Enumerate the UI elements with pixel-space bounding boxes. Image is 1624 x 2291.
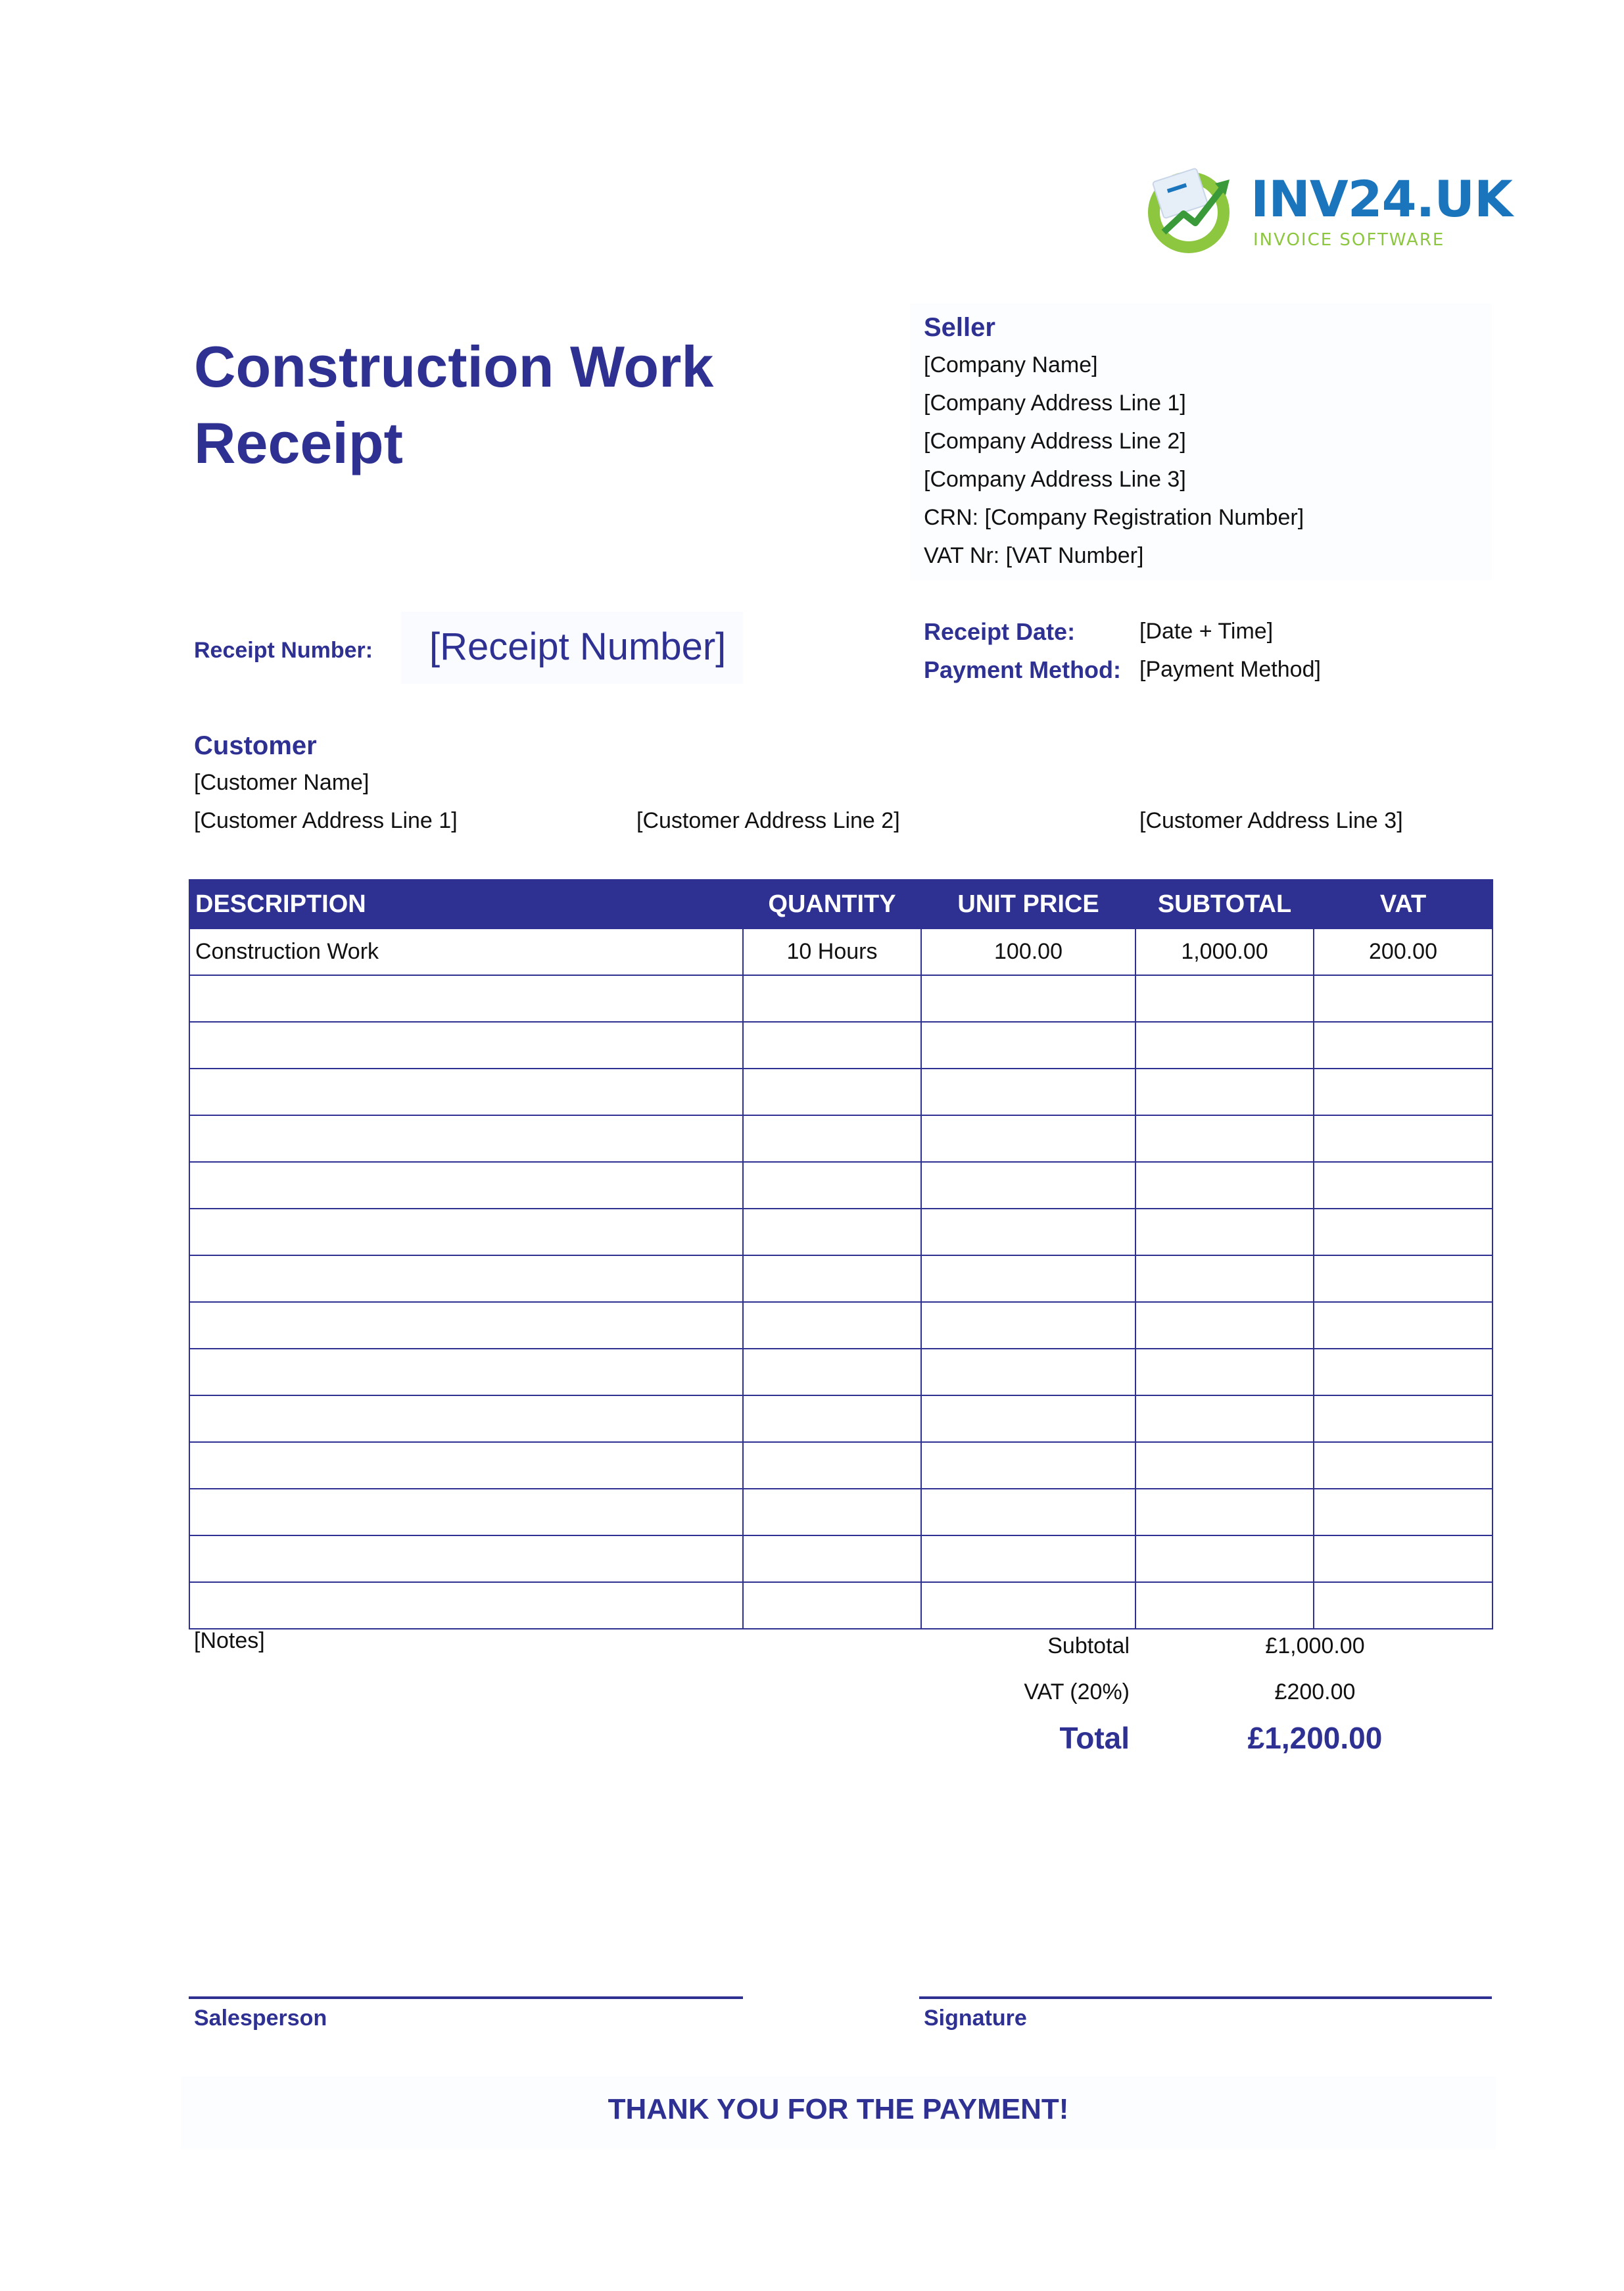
notes: [Notes] (194, 1628, 265, 1653)
header-vat: VAT (1314, 880, 1493, 928)
cell-vat (1314, 1535, 1493, 1582)
table-row (189, 975, 1493, 1022)
cell-quantity (743, 1395, 921, 1442)
cell-subtotal (1135, 1115, 1314, 1162)
payment-method-label: Payment Method: (924, 656, 1122, 683)
customer-name: [Customer Name] (194, 770, 370, 795)
cell-description (189, 1582, 743, 1629)
customer-label: Customer (194, 731, 317, 760)
cell-unit-price (921, 1349, 1135, 1395)
seller-address-1: [Company Address Line 1] (924, 391, 1186, 416)
cell-vat (1314, 1582, 1493, 1629)
subtotal-label: Subtotal (1047, 1633, 1130, 1658)
customer-address-2: [Customer Address Line 2] (636, 808, 900, 833)
cell-subtotal (1135, 1442, 1314, 1489)
table-row (189, 1395, 1493, 1442)
vat-label: VAT (20%) (1024, 1679, 1130, 1704)
cell-vat (1314, 1115, 1493, 1162)
table-header-row (189, 880, 1493, 928)
cell-vat (1314, 1069, 1493, 1115)
receipt-date-value: [Date + Time] (1139, 619, 1274, 644)
cell-description: Construction Work (189, 928, 743, 975)
cell-unit-price (921, 1442, 1135, 1489)
cell-vat (1314, 1302, 1493, 1349)
cell-unit-price (921, 975, 1135, 1022)
header-unit-price: UNIT PRICE (921, 880, 1135, 928)
cell-quantity (743, 1022, 921, 1069)
cell-subtotal (1135, 975, 1314, 1022)
cell-quantity (743, 1535, 921, 1582)
items-table (189, 879, 1493, 1629)
subtotal-value: £1,000.00 (1265, 1633, 1365, 1658)
cell-quantity (743, 1115, 921, 1162)
page-title (194, 329, 713, 481)
cell-vat (1314, 1209, 1493, 1255)
cell-quantity (743, 975, 921, 1022)
cell-description (189, 1255, 743, 1302)
cell-subtotal (1135, 1209, 1314, 1255)
cell-quantity (743, 1209, 921, 1255)
cell-quantity (743, 1302, 921, 1349)
logo-tagline: INVOICE SOFTWARE (1253, 230, 1445, 250)
cell-unit-price (921, 1115, 1135, 1162)
table-row (189, 1022, 1493, 1069)
cell-description (189, 1115, 743, 1162)
table-row (189, 1582, 1493, 1629)
cell-subtotal (1135, 1255, 1314, 1302)
cell-unit-price (921, 1022, 1135, 1069)
cell-unit-price (921, 1302, 1135, 1349)
cell-vat: 200.00 (1314, 928, 1493, 975)
cell-unit-price (921, 1395, 1135, 1442)
receipt-number-value: [Receipt Number] (429, 625, 727, 668)
signature-line (919, 1996, 1492, 1999)
cell-subtotal: 1,000.00 (1135, 928, 1314, 975)
cell-quantity: 10 Hours (743, 928, 921, 975)
cell-description (189, 1022, 743, 1069)
cell-description (189, 1395, 743, 1442)
cell-unit-price: 100.00 (921, 928, 1135, 975)
table-row (189, 1255, 1493, 1302)
seller-address-2: [Company Address Line 2] (924, 429, 1186, 454)
cell-vat (1314, 1442, 1493, 1489)
cell-subtotal (1135, 1302, 1314, 1349)
seller-label: Seller (924, 313, 995, 342)
cell-subtotal (1135, 1349, 1314, 1395)
cell-description (189, 1442, 743, 1489)
cell-quantity (743, 1582, 921, 1629)
title-line-1: Construction Work (194, 334, 714, 399)
table-row (189, 928, 1493, 975)
table-row (189, 1302, 1493, 1349)
receipt-date-label: Receipt Date: (924, 618, 1076, 645)
customer-address-1: [Customer Address Line 1] (194, 808, 458, 833)
cell-unit-price (921, 1069, 1135, 1115)
table-row (189, 1162, 1493, 1209)
cell-description (189, 1162, 743, 1209)
cell-subtotal (1135, 1069, 1314, 1115)
cell-unit-price (921, 1162, 1135, 1209)
signature-label: Signature (924, 2006, 1027, 2031)
seller-crn: CRN: [Company Registration Number] (924, 505, 1304, 530)
cell-vat (1314, 1022, 1493, 1069)
cell-unit-price (921, 1535, 1135, 1582)
table-row (189, 1442, 1493, 1489)
cell-description (189, 1349, 743, 1395)
logo-brand: INV24.UK (1251, 170, 1512, 228)
cell-quantity (743, 1489, 921, 1535)
table-row (189, 1489, 1493, 1535)
cell-unit-price (921, 1489, 1135, 1535)
cell-subtotal (1135, 1582, 1314, 1629)
cell-description (189, 1489, 743, 1535)
vat-value: £200.00 (1274, 1679, 1356, 1704)
seller-vat: VAT Nr: [VAT Number] (924, 543, 1144, 568)
cell-description (189, 1069, 743, 1115)
company-logo (1137, 157, 1512, 268)
cell-vat (1314, 1349, 1493, 1395)
logo-graphic-icon (1137, 160, 1243, 258)
table-row (189, 1209, 1493, 1255)
header-subtotal: SUBTOTAL (1135, 880, 1314, 928)
customer-address-3: [Customer Address Line 3] (1139, 808, 1403, 833)
cell-subtotal (1135, 1022, 1314, 1069)
salesperson-label: Salesperson (194, 2006, 327, 2031)
cell-description (189, 1535, 743, 1582)
cell-vat (1314, 975, 1493, 1022)
cell-subtotal (1135, 1535, 1314, 1582)
cell-unit-price (921, 1209, 1135, 1255)
total-label: Total (1059, 1721, 1130, 1755)
cell-subtotal (1135, 1395, 1314, 1442)
cell-quantity (743, 1255, 921, 1302)
cell-unit-price (921, 1255, 1135, 1302)
thank-you-message: THANK YOU FOR THE PAYMENT! (608, 2093, 1069, 2125)
header-quantity: QUANTITY (743, 880, 921, 928)
cell-vat (1314, 1255, 1493, 1302)
seller-address-3: [Company Address Line 3] (924, 467, 1186, 492)
cell-quantity (743, 1162, 921, 1209)
table-row (189, 1349, 1493, 1395)
cell-vat (1314, 1395, 1493, 1442)
cell-quantity (743, 1442, 921, 1489)
cell-description (189, 975, 743, 1022)
total-value: £1,200.00 (1247, 1721, 1383, 1755)
cell-unit-price (921, 1582, 1135, 1629)
cell-description (189, 1209, 743, 1255)
cell-subtotal (1135, 1489, 1314, 1535)
table-row (189, 1069, 1493, 1115)
payment-method-value: [Payment Method] (1139, 657, 1321, 682)
header-description: DESCRIPTION (189, 880, 743, 928)
cell-subtotal (1135, 1162, 1314, 1209)
title-line-2: Receipt (194, 410, 403, 475)
table-row (189, 1535, 1493, 1582)
seller-company-name: [Company Name] (924, 352, 1098, 377)
cell-vat (1314, 1162, 1493, 1209)
table-row (189, 1115, 1493, 1162)
salesperson-line (189, 1996, 743, 1999)
cell-quantity (743, 1349, 921, 1395)
cell-description (189, 1302, 743, 1349)
cell-vat (1314, 1489, 1493, 1535)
cell-quantity (743, 1069, 921, 1115)
receipt-number-label: Receipt Number: (194, 638, 373, 663)
